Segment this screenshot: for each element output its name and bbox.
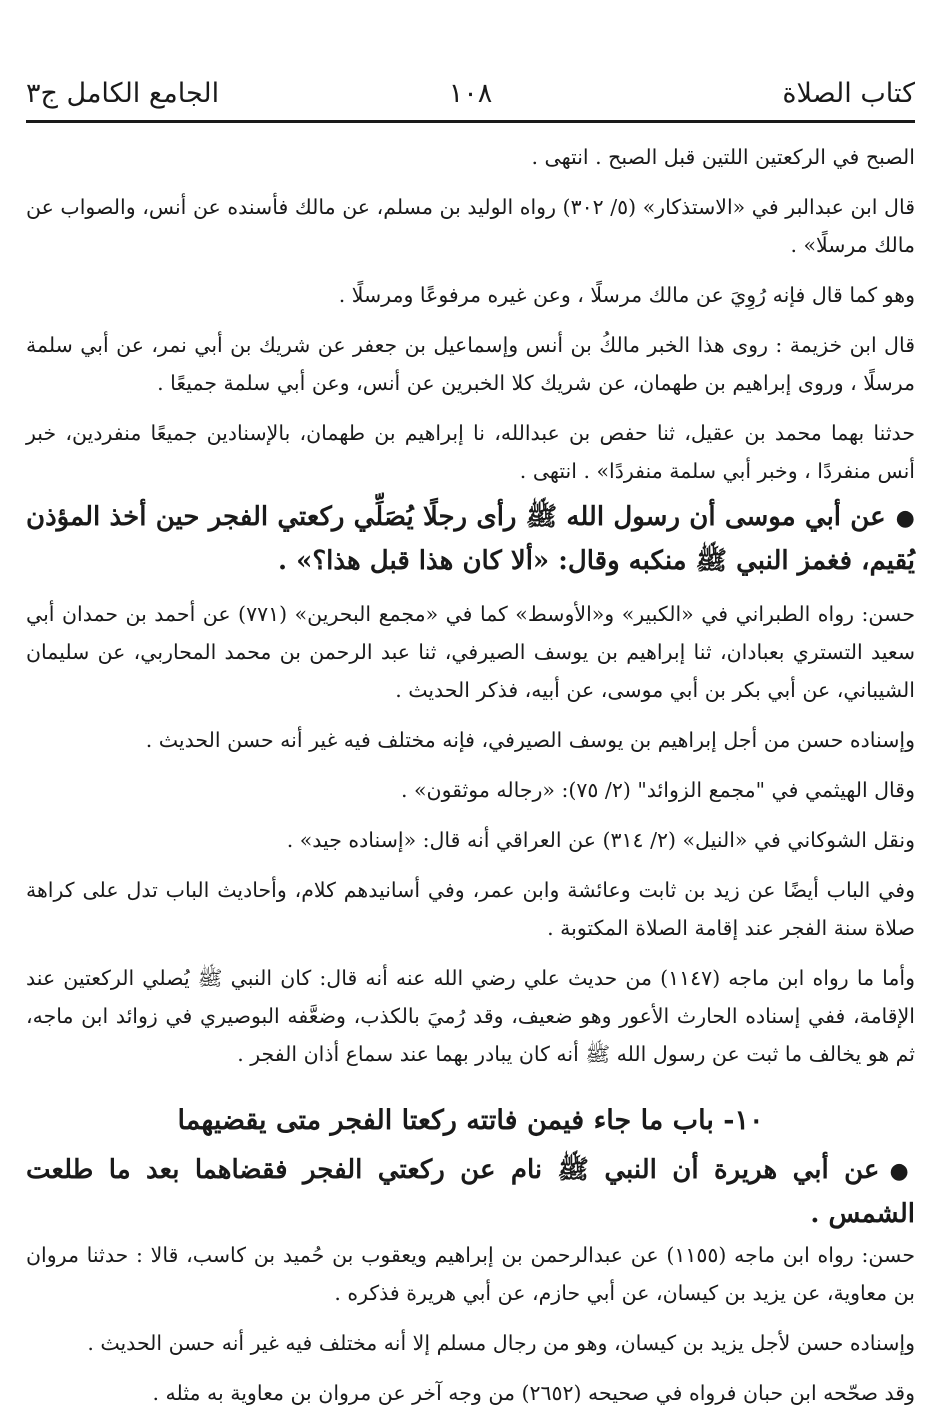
paragraph-3: وهو كما قال فإنه رُوِيَ عن مالك مرسلًا ، وعن غيره مرفوعًا ومرسلًا .	[338, 283, 915, 307]
paragraph-4: قال ابن خزيمة : روى هذا الخبر مالكُ بن أنس وإسماعيل بن جعفر عن شريك بن أبي نمر، عن أبي سلمة مرسلًا ، وروى إبراهيم بن طهمان، عن شريك كلا الخبرين عن أنس، وعن أبي سلمة جميعًا .	[26, 333, 915, 395]
header-rule	[26, 120, 915, 123]
hadith-abu-musa	[26, 496, 915, 583]
paragraph-1: الصبح في الركعتين اللتين قبل الصبح . انتهى .	[531, 145, 915, 169]
page-body	[26, 138, 915, 1412]
header-section-title: كتاب الصلاة	[782, 78, 915, 109]
paragraph-14: وقد صحّحه ابن حبان فرواه في صحيحه (٢٦٥٢) من وجه آخر عن مروان بن معاوية به مثله .	[152, 1381, 915, 1405]
page-header	[26, 78, 915, 122]
bullet-icon: ●	[895, 505, 915, 531]
hadith-text: عن أبي هريرة أن النبي ﷺ نام عن ركعتي الفجر فقضاهما بعد ما طلعت الشمس .	[26, 1155, 915, 1229]
hadith-text: عن أبي موسى أن رسول الله ﷺ رأى رجلًا يُصَلِّي ركعتي الفجر حين أخذ المؤذن يُقيم، فغمز النبي ﷺ منكبه وقال: «ألا كان هذا قبل هذا؟» .	[26, 502, 915, 576]
paragraph-5: حدثنا بهما محمد بن عقيل، ثنا حفص بن عبدالله، نا إبراهيم بن طهمان، بالإسنادين جميعًا منفردين، خبر أنس منفردًا ، وخبر أبي سلمة منفردًا» . انتهى .	[26, 421, 915, 483]
paragraph-10: وفي الباب أيضًا عن زيد بن ثابت وعائشة وابن عمر، وفي أسانيدهم كلام، وأحاديث الباب تدل على كراهة صلاة سنة الفجر عند إقامة الصلاة المكتوبة .	[26, 878, 915, 940]
bullet-icon: ●	[889, 1158, 915, 1184]
paragraph-9: ونقل الشوكاني في «النيل» (٢/ ٣١٤) عن العراقي أنه قال: «إسناده جيد» .	[286, 828, 915, 852]
paragraph-6: حسن: رواه الطبراني في «الكبير» و«الأوسط» كما في «مجمع البحرين» (٧٧١) عن أحمد بن حمدان أبي سعيد التستري بعبادان، ثنا إبراهيم بن يوسف الصيرفي، ثنا عبد الرحمن بن محمد المحاربي، عن سليمان الشيباني، عن أبي بكر بن أبي موسى، عن أبيه، فذكر الحديث .	[26, 602, 915, 702]
paragraph-12: حسن: رواه ابن ماجه (١١٥٥) عن عبدالرحمن بن إبراهيم ويعقوب بن حُميد بن كاسب، قالا : حدثنا مروان بن معاوية، عن يزيد بن كيسان، عن أبي حازم، عن أبي هريرة فذكره .	[26, 1243, 916, 1305]
hadith-abu-hurayra	[26, 1149, 915, 1236]
paragraph-2: قال ابن عبدالبر في «الاستذكار» (٥/ ٣٠٢) رواه الوليد بن مسلم، عن مالك فأسنده عن أنس، والصواب عن مالك مرسلًا» .	[26, 195, 915, 257]
chapter-heading: ١٠- باب ما جاء فيمن فاتته ركعتا الفجر متى يقضيهما	[177, 1105, 764, 1136]
paragraph-8: وقال الهيثمي في "مجمع الزوائد" (٢/ ٧٥): «رجاله موثقون» .	[400, 778, 915, 802]
paragraph-11: وأما ما رواه ابن ماجه (١١٤٧) من حديث علي رضي الله عنه أنه قال: كان النبي ﷺ يُصلي الركعتين عند الإقامة، ففي إسناده الحارث الأعور وهو ضعيف، وقد رُميَ بالكذب، وضعَّفه البوصيري في زوائد ابن ماجه، ثم هو يخالف ما ثبت عن رسول الله ﷺ أنه كان يبادر بهما عند سماع أذان الفجر .	[26, 966, 915, 1066]
page-number: ١٠٨	[448, 78, 493, 109]
header-book-title: الجامع الكامل ج٣	[26, 78, 220, 109]
paragraph-7: وإسناده حسن من أجل إبراهيم بن يوسف الصيرفي، فإنه مختلف فيه غير أنه حسن الحديث .	[145, 728, 915, 752]
paragraph-13: وإسناده حسن لأجل يزيد بن كيسان، وهو من رجال مسلم إلا أنه مختلف فيه غير أنه حسن الحديث .	[87, 1331, 915, 1355]
